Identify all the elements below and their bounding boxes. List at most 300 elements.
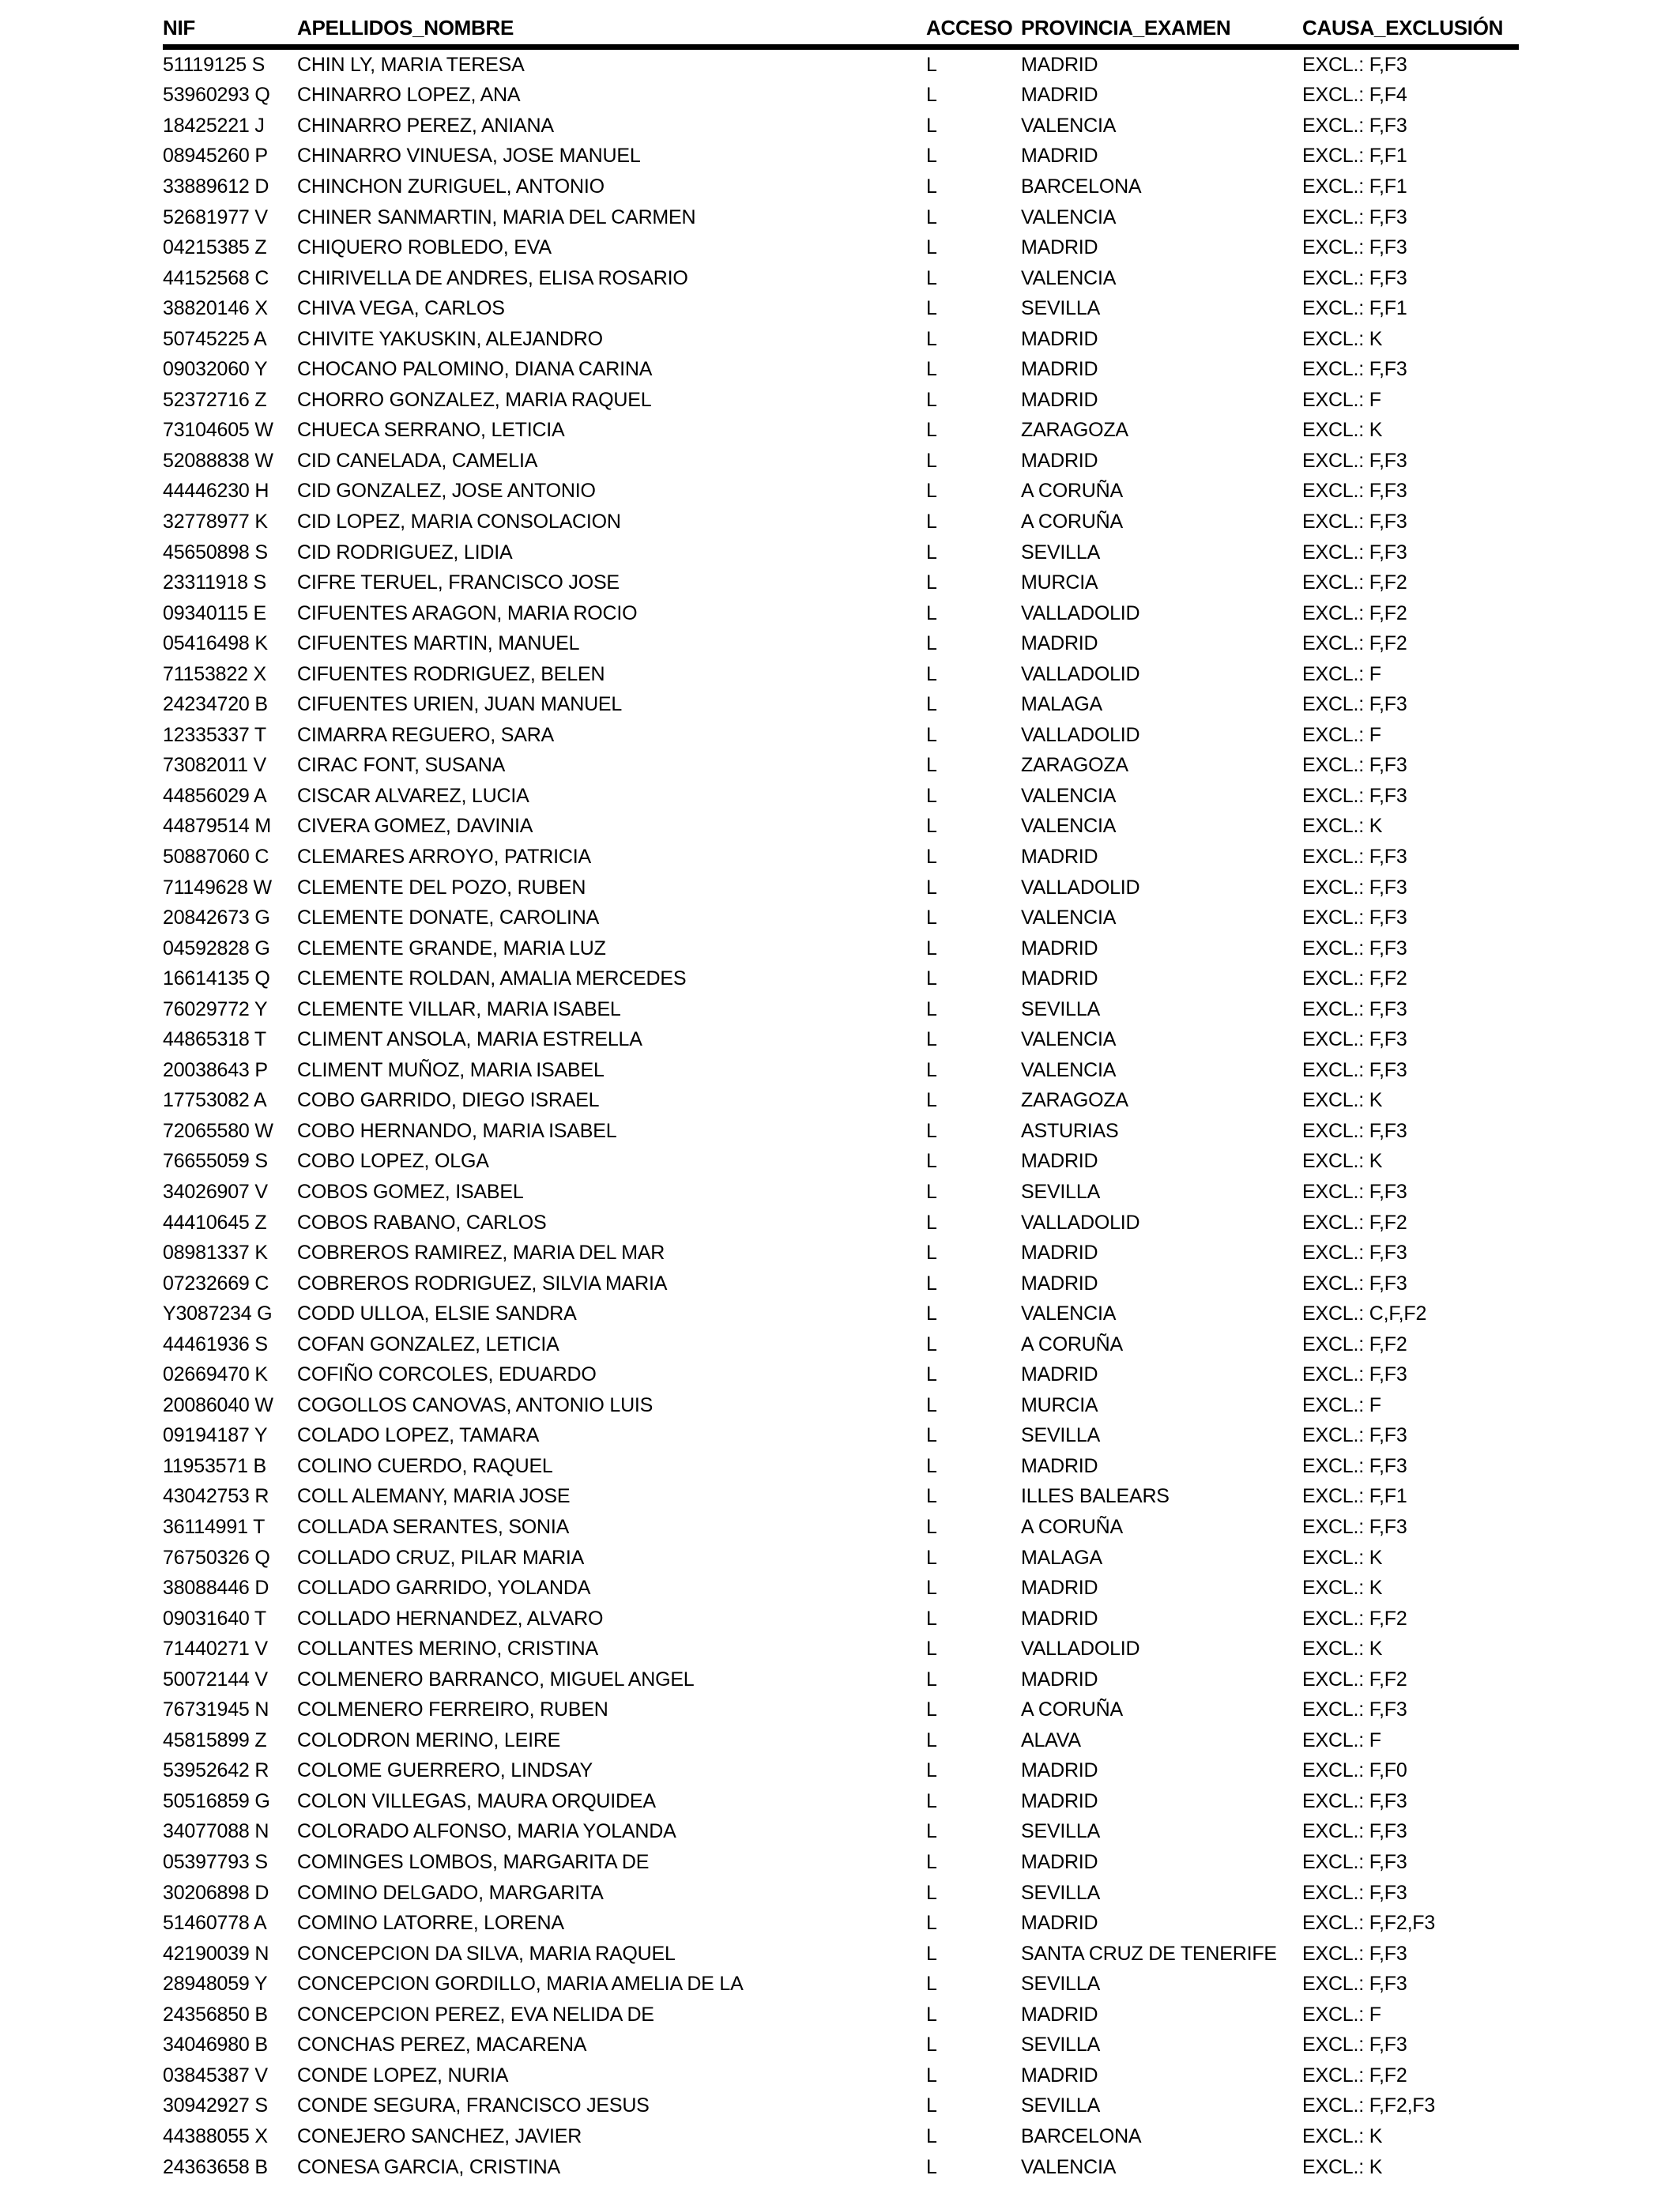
cell-provincia-examen: A CORUÑA: [1021, 510, 1123, 533]
cell-apellidos-nombre: CONCEPCION DA SILVA, MARIA RAQUEL: [297, 1942, 676, 1965]
table-row: [163, 1208, 1519, 1238]
cell-causa-exclusion: EXCL.: F,F3: [1302, 1424, 1407, 1447]
cell-provincia-examen: MALAGA: [1021, 1546, 1102, 1569]
cell-nif: 24234720 B: [163, 693, 268, 716]
cell-causa-exclusion: EXCL.: F,F3: [1302, 541, 1407, 564]
cell-acceso: L: [926, 1485, 937, 1508]
cell-causa-exclusion: EXCL.: F: [1302, 662, 1381, 685]
table-row: [163, 873, 1519, 903]
cell-nif: 72065580 W: [163, 1119, 273, 1142]
cell-acceso: L: [926, 1393, 937, 1416]
cell-apellidos-nombre: COLINO CUERDO, RAQUEL: [297, 1454, 553, 1477]
cell-acceso: L: [926, 571, 937, 594]
cell-causa-exclusion: EXCL.: F,F2,F3: [1302, 1912, 1436, 1935]
cell-apellidos-nombre: CLEMENTE DEL POZO, RUBEN: [297, 876, 586, 899]
table-header: [163, 16, 1519, 44]
cell-provincia-examen: MADRID: [1021, 1759, 1098, 1782]
cell-provincia-examen: VALENCIA: [1021, 114, 1117, 137]
cell-nif: 44865318 T: [163, 1028, 266, 1051]
cell-apellidos-nombre: CONESA GARCIA, CRISTINA: [297, 2155, 560, 2178]
cell-provincia-examen: BARCELONA: [1021, 2124, 1142, 2147]
cell-nif: 11953571 B: [163, 1454, 266, 1477]
cell-apellidos-nombre: COLLADO HERNANDEZ, ALVARO: [297, 1607, 604, 1630]
cell-nif: 34077088 N: [163, 1820, 269, 1843]
cell-provincia-examen: A CORUÑA: [1021, 1516, 1123, 1539]
table-row: [163, 2060, 1519, 2091]
cell-provincia-examen: SEVILLA: [1021, 1181, 1101, 1203]
cell-nif: 50887060 C: [163, 845, 269, 868]
cell-provincia-examen: MADRID: [1021, 967, 1098, 990]
cell-causa-exclusion: EXCL.: F: [1302, 2003, 1381, 2026]
cell-causa-exclusion: EXCL.: F,F3: [1302, 480, 1407, 503]
table-row: [163, 1847, 1519, 1878]
cell-nif: 50516859 G: [163, 1789, 270, 1812]
table-row: [163, 1512, 1519, 1543]
cell-causa-exclusion: EXCL.: F,F3: [1302, 1454, 1407, 1477]
cell-acceso: L: [926, 2094, 937, 2117]
cell-acceso: L: [926, 480, 937, 503]
cell-apellidos-nombre: CONEJERO SANCHEZ, JAVIER: [297, 2124, 582, 2147]
cell-causa-exclusion: EXCL.: F,F2: [1302, 967, 1407, 990]
table-row: [163, 2121, 1519, 2152]
cell-apellidos-nombre: CONCHAS PEREZ, MACARENA: [297, 2034, 587, 2056]
cell-acceso: L: [926, 632, 937, 655]
table-row: [163, 141, 1519, 172]
cell-causa-exclusion: EXCL.: F,F1: [1302, 145, 1407, 168]
cell-acceso: L: [926, 1759, 937, 1782]
cell-provincia-examen: SANTA CRUZ DE TENERIFE: [1021, 1942, 1277, 1965]
cell-apellidos-nombre: CHIVITE YAKUSKIN, ALEJANDRO: [297, 327, 603, 350]
cell-nif: 09194187 Y: [163, 1424, 268, 1447]
cell-nif: 38088446 D: [163, 1577, 269, 1600]
table-row: [163, 1695, 1519, 1726]
cell-nif: Y3087234 G: [163, 1302, 273, 1325]
cell-provincia-examen: VALLADOLID: [1021, 601, 1140, 624]
cell-causa-exclusion: EXCL.: F,F2: [1302, 2064, 1407, 2087]
cell-provincia-examen: ZARAGOZA: [1021, 419, 1128, 442]
table-row: [163, 628, 1519, 659]
exclusion-list-document: [163, 16, 1519, 2182]
cell-apellidos-nombre: COBOS GOMEZ, ISABEL: [297, 1181, 524, 1203]
cell-apellidos-nombre: CID GONZALEZ, JOSE ANTONIO: [297, 480, 596, 503]
cell-acceso: L: [926, 2064, 937, 2087]
cell-apellidos-nombre: COLLADO GARRIDO, YOLANDA: [297, 1577, 591, 1600]
table-row: [163, 2152, 1519, 2183]
cell-apellidos-nombre: CHOCANO PALOMINO, DIANA CARINA: [297, 358, 653, 381]
cell-provincia-examen: MADRID: [1021, 1851, 1098, 1874]
cell-nif: 34046980 B: [163, 2034, 268, 2056]
cell-apellidos-nombre: CID CANELADA, CAMELIA: [297, 449, 538, 472]
cell-causa-exclusion: EXCL.: F,F2: [1302, 1607, 1407, 1630]
cell-nif: 71440271 V: [163, 1638, 268, 1661]
cell-acceso: L: [926, 1454, 937, 1477]
cell-causa-exclusion: EXCL.: F,F3: [1302, 784, 1407, 807]
cell-acceso: L: [926, 541, 937, 564]
cell-apellidos-nombre: CLIMENT ANSOLA, MARIA ESTRELLA: [297, 1028, 642, 1051]
table-row: [163, 689, 1519, 720]
cell-provincia-examen: SEVILLA: [1021, 1424, 1101, 1447]
cell-nif: 12335337 T: [163, 723, 266, 746]
table-row: [163, 385, 1519, 416]
cell-acceso: L: [926, 1698, 937, 1721]
cell-apellidos-nombre: COLMENERO FERREIRO, RUBEN: [297, 1698, 608, 1721]
table-row: [163, 1604, 1519, 1634]
column-header-apellidos-nombre: APELLIDOS_NOMBRE: [297, 16, 514, 40]
table-row: [163, 781, 1519, 812]
cell-causa-exclusion: EXCL.: F,F3: [1302, 1242, 1407, 1265]
cell-causa-exclusion: EXCL.: F,F3: [1302, 1942, 1407, 1965]
cell-causa-exclusion: EXCL.: F,F3: [1302, 1181, 1407, 1203]
cell-causa-exclusion: EXCL.: F,F3: [1302, 1698, 1407, 1721]
cell-provincia-examen: VALENCIA: [1021, 1028, 1117, 1051]
cell-acceso: L: [926, 327, 937, 350]
table-row: [163, 354, 1519, 385]
cell-apellidos-nombre: CHORRO GONZALEZ, MARIA RAQUEL: [297, 388, 652, 411]
cell-acceso: L: [926, 1181, 937, 1203]
table-row: [163, 507, 1519, 537]
cell-provincia-examen: VALENCIA: [1021, 266, 1117, 289]
cell-apellidos-nombre: CHIRIVELLA DE ANDRES, ELISA ROSARIO: [297, 266, 688, 289]
cell-apellidos-nombre: COLADO LOPEZ, TAMARA: [297, 1424, 540, 1447]
cell-nif: 20842673 G: [163, 907, 270, 929]
cell-acceso: L: [926, 1546, 937, 1569]
cell-nif: 09031640 T: [163, 1607, 266, 1630]
cell-provincia-examen: MURCIA: [1021, 571, 1098, 594]
cell-provincia-examen: MADRID: [1021, 1272, 1098, 1295]
cell-causa-exclusion: EXCL.: F,F3: [1302, 510, 1407, 533]
cell-apellidos-nombre: CLEMENTE GRANDE, MARIA LUZ: [297, 937, 606, 959]
cell-provincia-examen: MALAGA: [1021, 693, 1102, 716]
cell-nif: 02669470 K: [163, 1363, 268, 1386]
cell-acceso: L: [926, 1607, 937, 1630]
cell-nif: 05397793 S: [163, 1851, 268, 1874]
cell-nif: 52088838 W: [163, 449, 273, 472]
cell-causa-exclusion: EXCL.: F,F1: [1302, 175, 1407, 198]
cell-acceso: L: [926, 1912, 937, 1935]
cell-acceso: L: [926, 1851, 937, 1874]
cell-causa-exclusion: EXCL.: K: [1302, 327, 1383, 350]
cell-acceso: L: [926, 449, 937, 472]
table-row: [163, 1817, 1519, 1848]
cell-nif: 51460778 A: [163, 1912, 267, 1935]
cell-acceso: L: [926, 1820, 937, 1843]
cell-nif: 28948059 Y: [163, 1973, 268, 1996]
cell-causa-exclusion: EXCL.: F: [1302, 1393, 1381, 1416]
table-row: [163, 1329, 1519, 1360]
cell-acceso: L: [926, 1211, 937, 1234]
cell-causa-exclusion: EXCL.: F,F3: [1302, 2034, 1407, 2056]
table-row: [163, 232, 1519, 263]
cell-apellidos-nombre: CIFUENTES RODRIGUEZ, BELEN: [297, 662, 605, 685]
cell-nif: 38820146 X: [163, 297, 268, 320]
cell-apellidos-nombre: COBO LOPEZ, OLGA: [297, 1150, 489, 1173]
cell-causa-exclusion: EXCL.: F,F4: [1302, 84, 1407, 107]
table-row: [163, 1756, 1519, 1787]
cell-provincia-examen: ASTURIAS: [1021, 1119, 1119, 1142]
cell-apellidos-nombre: CHINARRO LOPEZ, ANA: [297, 84, 521, 107]
table-row: [163, 477, 1519, 507]
cell-apellidos-nombre: CLEMENTE DONATE, CAROLINA: [297, 907, 600, 929]
cell-causa-exclusion: EXCL.: F,F3: [1302, 114, 1407, 137]
cell-nif: 24356850 B: [163, 2003, 268, 2026]
cell-causa-exclusion: EXCL.: K: [1302, 1577, 1383, 1600]
cell-acceso: L: [926, 754, 937, 777]
table-row: [163, 1177, 1519, 1208]
cell-nif: 76655059 S: [163, 1150, 268, 1173]
cell-provincia-examen: VALLADOLID: [1021, 662, 1140, 685]
cell-causa-exclusion: EXCL.: F,F3: [1302, 754, 1407, 777]
table-body: [163, 50, 1519, 2182]
table-row: [163, 1055, 1519, 1086]
cell-apellidos-nombre: CISCAR ALVAREZ, LUCIA: [297, 784, 529, 807]
table-row: [163, 1664, 1519, 1695]
cell-causa-exclusion: EXCL.: C,F,F2: [1302, 1302, 1427, 1325]
cell-causa-exclusion: EXCL.: K: [1302, 815, 1383, 838]
table-row: [163, 111, 1519, 141]
cell-causa-exclusion: EXCL.: F,F2: [1302, 1333, 1407, 1355]
cell-acceso: L: [926, 1516, 937, 1539]
cell-apellidos-nombre: CODD ULLOA, ELSIE SANDRA: [297, 1302, 577, 1325]
table-row: [163, 1939, 1519, 1970]
cell-causa-exclusion: EXCL.: F,F3: [1302, 1789, 1407, 1812]
table-row: [163, 903, 1519, 933]
cell-provincia-examen: VALLADOLID: [1021, 723, 1140, 746]
cell-apellidos-nombre: COMINGES LOMBOS, MARGARITA DE: [297, 1851, 650, 1874]
table-row: [163, 1147, 1519, 1178]
cell-provincia-examen: MADRID: [1021, 236, 1098, 259]
cell-causa-exclusion: EXCL.: F,F3: [1302, 997, 1407, 1020]
cell-acceso: L: [926, 997, 937, 1020]
cell-nif: 45650898 S: [163, 541, 268, 564]
table-row: [163, 50, 1519, 81]
cell-provincia-examen: MURCIA: [1021, 1393, 1098, 1416]
cell-apellidos-nombre: CIFRE TERUEL, FRANCISCO JOSE: [297, 571, 620, 594]
table-row: [163, 842, 1519, 873]
cell-apellidos-nombre: COLL ALEMANY, MARIA JOSE: [297, 1485, 571, 1508]
cell-acceso: L: [926, 1789, 937, 1812]
cell-apellidos-nombre: COFAN GONZALEZ, LETICIA: [297, 1333, 559, 1355]
cell-acceso: L: [926, 1973, 937, 1996]
cell-apellidos-nombre: CIMARRA REGUERO, SARA: [297, 723, 555, 746]
cell-acceso: L: [926, 2155, 937, 2178]
cell-acceso: L: [926, 388, 937, 411]
table-row: [163, 202, 1519, 233]
table-row: [163, 1969, 1519, 2000]
cell-provincia-examen: SEVILLA: [1021, 2034, 1101, 2056]
cell-provincia-examen: MADRID: [1021, 327, 1098, 350]
cell-provincia-examen: MADRID: [1021, 1577, 1098, 1600]
cell-acceso: L: [926, 2003, 937, 2026]
cell-nif: 44388055 X: [163, 2124, 268, 2147]
table-row: [163, 598, 1519, 629]
table-row: [163, 1878, 1519, 1909]
cell-nif: 76750326 Q: [163, 1546, 270, 1569]
cell-causa-exclusion: EXCL.: F: [1302, 388, 1381, 411]
cell-provincia-examen: VALLADOLID: [1021, 1638, 1140, 1661]
table-row: [163, 2091, 1519, 2122]
cell-provincia-examen: MADRID: [1021, 53, 1098, 76]
cell-nif: 76731945 N: [163, 1698, 269, 1721]
cell-nif: 44856029 A: [163, 784, 267, 807]
cell-apellidos-nombre: CONDE LOPEZ, NURIA: [297, 2064, 509, 2087]
cell-provincia-examen: MADRID: [1021, 1789, 1098, 1812]
cell-nif: 51119125 S: [163, 53, 266, 76]
cell-nif: 30942927 S: [163, 2094, 268, 2117]
cell-causa-exclusion: EXCL.: F,F3: [1302, 358, 1407, 381]
cell-nif: 03845387 V: [163, 2064, 268, 2087]
table-row: [163, 1634, 1519, 1664]
cell-acceso: L: [926, 175, 937, 198]
cell-acceso: L: [926, 1272, 937, 1295]
cell-provincia-examen: SEVILLA: [1021, 2094, 1101, 2117]
cell-causa-exclusion: EXCL.: F,F3: [1302, 1516, 1407, 1539]
cell-provincia-examen: SEVILLA: [1021, 297, 1101, 320]
cell-nif: 71149628 W: [163, 876, 272, 899]
cell-causa-exclusion: EXCL.: F,F3: [1302, 1058, 1407, 1081]
table-row: [163, 1908, 1519, 1939]
cell-causa-exclusion: EXCL.: F,F0: [1302, 1759, 1407, 1782]
cell-apellidos-nombre: COGOLLOS CANOVAS, ANTONIO LUIS: [297, 1393, 654, 1416]
cell-apellidos-nombre: CIRAC FONT, SUSANA: [297, 754, 506, 777]
table-row: [163, 1269, 1519, 1299]
cell-nif: 16614135 Q: [163, 967, 270, 990]
cell-apellidos-nombre: CHIQUERO ROBLEDO, EVA: [297, 236, 552, 259]
cell-provincia-examen: MADRID: [1021, 1912, 1098, 1935]
cell-nif: 05416498 K: [163, 632, 268, 655]
cell-causa-exclusion: EXCL.: K: [1302, 2124, 1383, 2147]
cell-causa-exclusion: EXCL.: F,F3: [1302, 449, 1407, 472]
cell-provincia-examen: ZARAGOZA: [1021, 1089, 1128, 1112]
cell-apellidos-nombre: COLODRON MERINO, LEIRE: [297, 1728, 561, 1751]
cell-causa-exclusion: EXCL.: K: [1302, 419, 1383, 442]
table-row: [163, 293, 1519, 324]
cell-apellidos-nombre: CONCEPCION PEREZ, EVA NELIDA DE: [297, 2003, 654, 2026]
column-header-nif: NIF: [163, 16, 195, 40]
table-row: [163, 446, 1519, 477]
table-row: [163, 2030, 1519, 2061]
cell-causa-exclusion: EXCL.: F,F3: [1302, 1973, 1407, 1996]
cell-apellidos-nombre: CLEMENTE ROLDAN, AMALIA MERCEDES: [297, 967, 687, 990]
table-row: [163, 1299, 1519, 1329]
cell-acceso: L: [926, 2034, 937, 2056]
cell-provincia-examen: MADRID: [1021, 388, 1098, 411]
cell-apellidos-nombre: COLLADA SERANTES, SONIA: [297, 1516, 570, 1539]
cell-provincia-examen: MADRID: [1021, 358, 1098, 381]
table-row: [163, 963, 1519, 994]
cell-causa-exclusion: EXCL.: F,F3: [1302, 1028, 1407, 1051]
cell-acceso: L: [926, 2124, 937, 2147]
cell-apellidos-nombre: CIFUENTES URIEN, JUAN MANUEL: [297, 693, 623, 716]
cell-provincia-examen: A CORUÑA: [1021, 480, 1123, 503]
cell-provincia-examen: A CORUÑA: [1021, 1698, 1123, 1721]
cell-causa-exclusion: EXCL.: F,F2: [1302, 632, 1407, 655]
cell-acceso: L: [926, 266, 937, 289]
cell-nif: 30206898 D: [163, 1881, 269, 1904]
cell-causa-exclusion: EXCL.: F,F3: [1302, 53, 1407, 76]
cell-acceso: L: [926, 662, 937, 685]
cell-apellidos-nombre: CLEMARES ARROYO, PATRICIA: [297, 845, 591, 868]
cell-nif: 32778977 K: [163, 510, 268, 533]
table-row: [163, 416, 1519, 447]
cell-provincia-examen: ZARAGOZA: [1021, 754, 1128, 777]
cell-causa-exclusion: EXCL.: K: [1302, 1150, 1383, 1173]
column-header-provincia-examen: PROVINCIA_EXAMEN: [1021, 16, 1231, 40]
cell-causa-exclusion: EXCL.: K: [1302, 1546, 1383, 1569]
cell-causa-exclusion: EXCL.: F,F3: [1302, 266, 1407, 289]
cell-causa-exclusion: EXCL.: F,F3: [1302, 205, 1407, 228]
cell-acceso: L: [926, 1302, 937, 1325]
cell-acceso: L: [926, 1728, 937, 1751]
cell-provincia-examen: BARCELONA: [1021, 175, 1142, 198]
table-row: [163, 324, 1519, 355]
cell-provincia-examen: VALENCIA: [1021, 907, 1117, 929]
cell-provincia-examen: MADRID: [1021, 1454, 1098, 1477]
cell-acceso: L: [926, 845, 937, 868]
cell-causa-exclusion: EXCL.: F,F3: [1302, 1851, 1407, 1874]
cell-causa-exclusion: EXCL.: F,F3: [1302, 937, 1407, 959]
cell-nif: 50072144 V: [163, 1668, 268, 1691]
table-row: [163, 1543, 1519, 1574]
cell-nif: 43042753 R: [163, 1485, 269, 1508]
table-row: [163, 1725, 1519, 1756]
cell-apellidos-nombre: CHINCHON ZURIGUEL, ANTONIO: [297, 175, 605, 198]
cell-provincia-examen: MADRID: [1021, 1150, 1098, 1173]
cell-causa-exclusion: EXCL.: F,F2,F3: [1302, 2094, 1436, 2117]
cell-provincia-examen: MADRID: [1021, 145, 1098, 168]
cell-provincia-examen: VALENCIA: [1021, 784, 1117, 807]
cell-acceso: L: [926, 358, 937, 381]
cell-acceso: L: [926, 84, 937, 107]
cell-provincia-examen: MADRID: [1021, 1668, 1098, 1691]
cell-acceso: L: [926, 1058, 937, 1081]
cell-apellidos-nombre: COLOME GUERRERO, LINDSAY: [297, 1759, 593, 1782]
table-row: [163, 2000, 1519, 2030]
cell-apellidos-nombre: CHINER SANMARTIN, MARIA DEL CARMEN: [297, 205, 696, 228]
cell-apellidos-nombre: CHIN LY, MARIA TERESA: [297, 53, 525, 76]
cell-provincia-examen: SEVILLA: [1021, 1973, 1101, 1996]
table-row: [163, 1116, 1519, 1147]
cell-acceso: L: [926, 693, 937, 716]
cell-provincia-examen: MADRID: [1021, 2003, 1098, 2026]
cell-acceso: L: [926, 1242, 937, 1265]
cell-acceso: L: [926, 937, 937, 959]
cell-nif: 08945260 P: [163, 145, 268, 168]
table-row: [163, 1421, 1519, 1452]
cell-causa-exclusion: EXCL.: F,F3: [1302, 693, 1407, 716]
table-row: [163, 172, 1519, 202]
cell-acceso: L: [926, 784, 937, 807]
cell-apellidos-nombre: CONDE SEGURA, FRANCISCO JESUS: [297, 2094, 650, 2117]
cell-apellidos-nombre: CID RODRIGUEZ, LIDIA: [297, 541, 513, 564]
cell-acceso: L: [926, 510, 937, 533]
cell-causa-exclusion: EXCL.: F,F3: [1302, 1119, 1407, 1142]
cell-nif: 09032060 Y: [163, 358, 268, 381]
cell-causa-exclusion: EXCL.: F,F3: [1302, 1820, 1407, 1843]
cell-nif: 53960293 Q: [163, 84, 270, 107]
table-row: [163, 1573, 1519, 1604]
cell-nif: 71153822 X: [163, 662, 266, 685]
cell-provincia-examen: MADRID: [1021, 937, 1098, 959]
cell-provincia-examen: A CORUÑA: [1021, 1333, 1123, 1355]
cell-provincia-examen: VALENCIA: [1021, 1302, 1117, 1325]
header-rule: [163, 44, 1519, 50]
cell-acceso: L: [926, 1028, 937, 1051]
cell-causa-exclusion: EXCL.: F,F1: [1302, 1485, 1407, 1508]
column-header-acceso: ACCESO: [926, 16, 1013, 40]
table-row: [163, 537, 1519, 568]
cell-acceso: L: [926, 1424, 937, 1447]
table-row: [163, 659, 1519, 690]
